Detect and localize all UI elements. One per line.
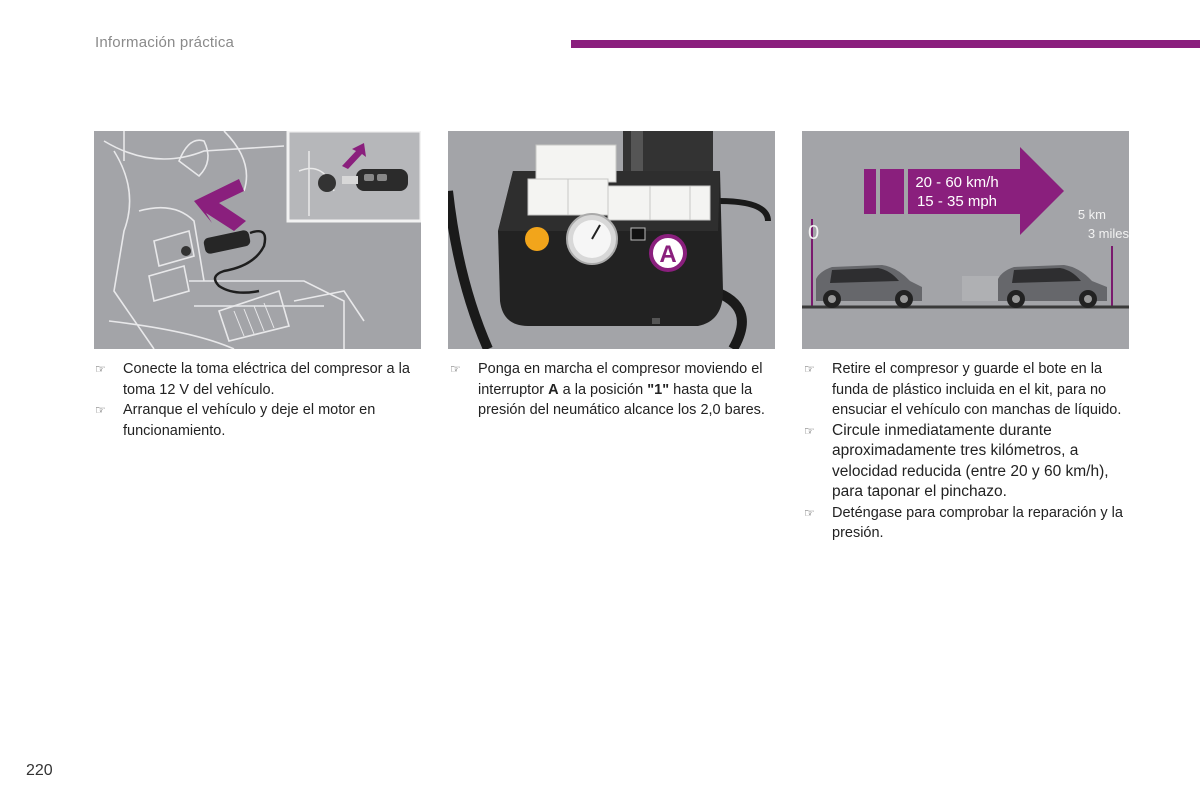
- start-label: 0: [808, 222, 820, 244]
- pointing-hand-icon: ☞: [95, 362, 106, 376]
- list-item: ☞ Circule inmediatamente durante aproximadamente tres kilómetros, a velocidad reducida (entre 20 y 60 km/h), para taponar el pinchazo.: [804, 421, 1109, 500]
- console-illustration: [94, 131, 421, 349]
- pointing-hand-icon: ☞: [804, 505, 815, 520]
- compressor-illustration: [448, 131, 775, 349]
- pointing-hand-icon: ☞: [804, 362, 815, 376]
- instructions-column-3: [804, 359, 1134, 544]
- switch-label-a: A: [659, 241, 677, 268]
- figure-compressor-switch: [448, 131, 775, 349]
- list-item: ☞ Conecte la toma eléctrica del compresor a la toma 12 V del vehículo.: [95, 361, 410, 398]
- list-item: ☞ Retire el compresor y guarde el bote en la funda de plástico incluida en el kit, para no ensuciar el vehículo con manchas de líquido.: [804, 361, 1122, 418]
- page-number: 220: [26, 762, 53, 779]
- pointing-hand-icon: ☞: [95, 403, 106, 417]
- speed-mph-label: 15 - 35 mph: [916, 193, 998, 210]
- pointing-hand-icon: ☞: [804, 423, 815, 438]
- speed-kmh-label: 20 - 60 km/h: [915, 174, 999, 191]
- figure-driving-speed: [802, 131, 1129, 349]
- list-item: ☞ Deténgase para comprobar la reparación y la presión.: [804, 504, 1123, 541]
- distance-km-label: 5 km: [1077, 207, 1106, 222]
- instructions-column-2: [450, 359, 780, 421]
- instructions-column-1: [95, 359, 425, 441]
- list-item: ☞ Arranque el vehículo y deje el motor en funcionamiento.: [95, 402, 376, 439]
- driving-illustration: [802, 131, 1129, 349]
- figure-12v-socket: [94, 131, 421, 349]
- header-accent-bar: [571, 40, 1200, 48]
- pointing-hand-icon: ☞: [450, 362, 461, 376]
- distance-miles-label: 3 miles: [1087, 226, 1129, 241]
- section-title: Información práctica: [95, 34, 235, 51]
- list-item: ☞ Ponga en marcha el compresor moviendo el interruptor A a la posición "1" hasta que la presión del neumático alcance los 2,0 bares.: [450, 361, 765, 418]
